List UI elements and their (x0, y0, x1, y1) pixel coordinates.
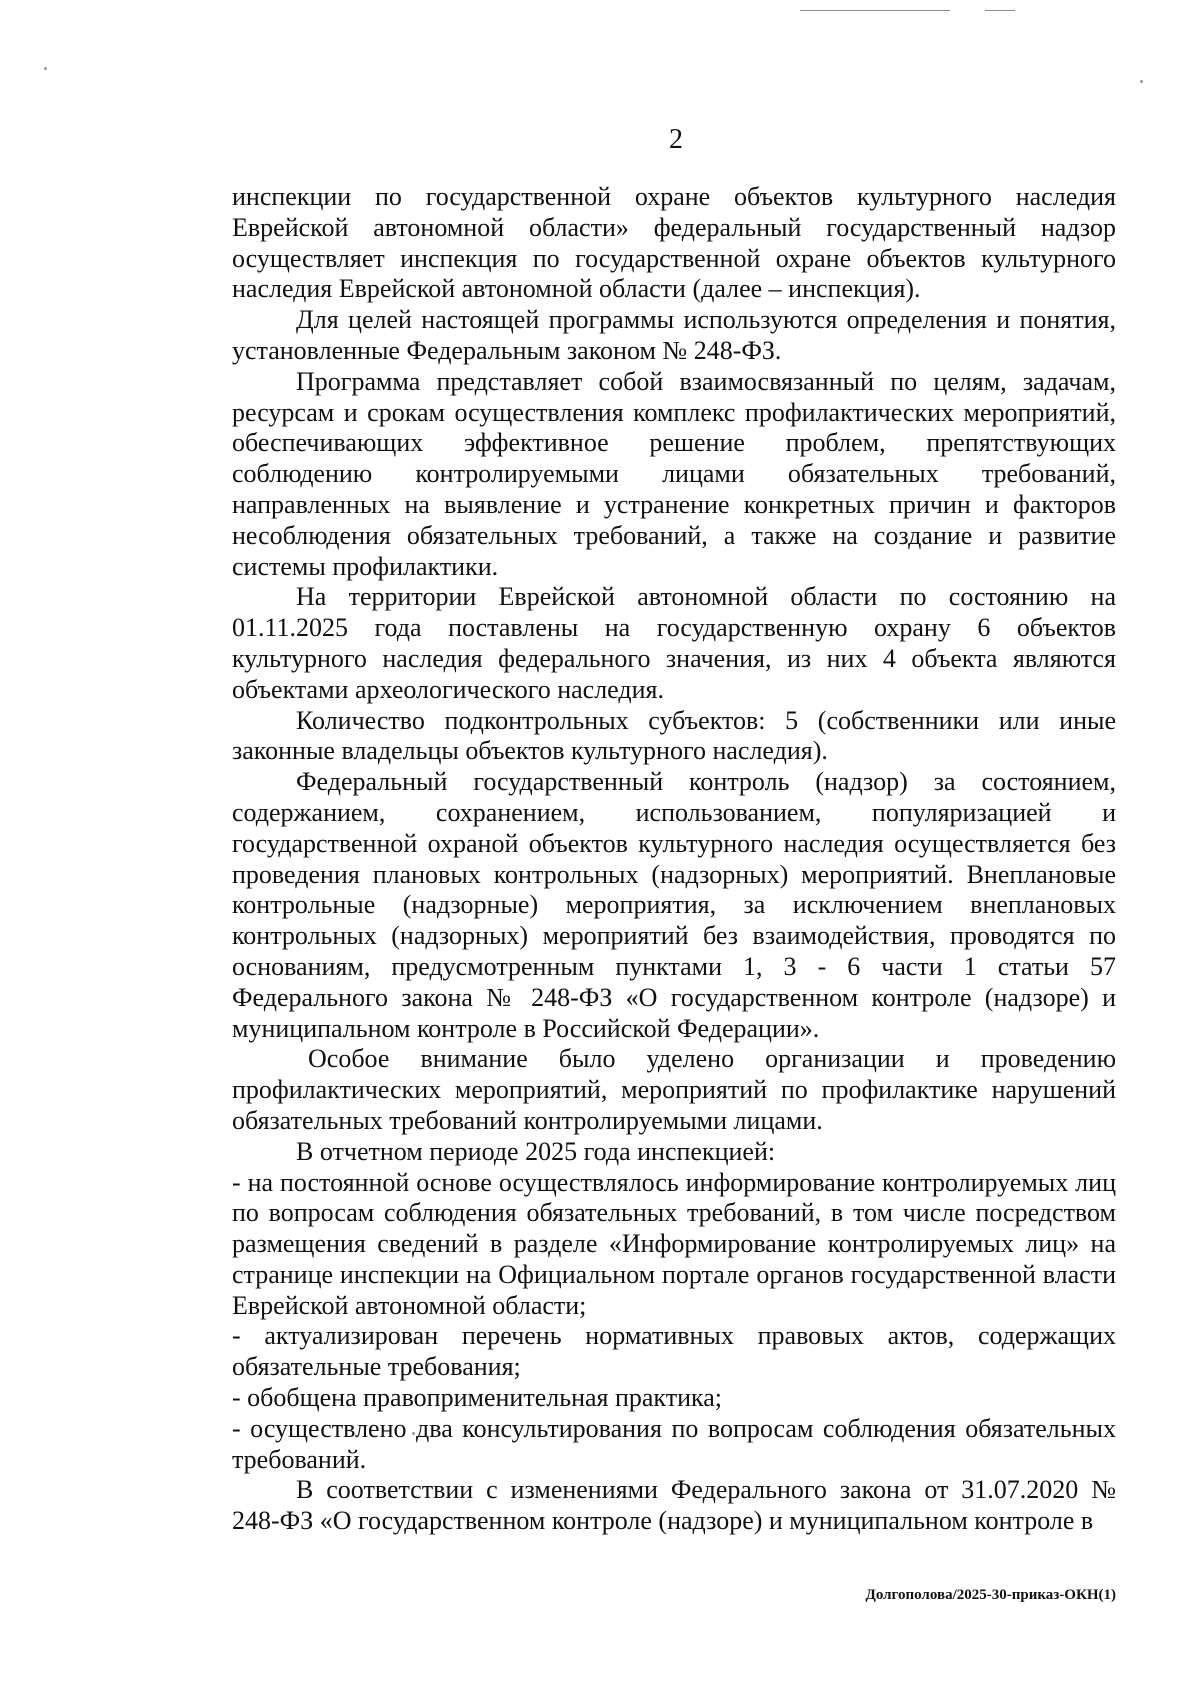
paragraph-special-attention: Особое внимание было уделено организации и проведению профилактических мероприятий, мероприятий по профилактике нарушений обязательных требований контролируемыми лицами. (232, 1044, 1116, 1135)
list-item-practice: - обобщена правоприменительная практика; (232, 1383, 723, 1413)
list-item-acts-list: - актуализирован перечень нормативных правовых актов, содержащих обязательные требования; (232, 1321, 1116, 1382)
page-number: 2 (669, 124, 683, 155)
list-item-informing: - на постоянной основе осуществлялось информирование контролируемых лиц по вопросам соблюдения обязательных требований, в том числе посредством размещения сведений в разделе «Информирование контролируемых лиц» на странице инспекции на Официальном портале органов государственной власти Еврейской автономной области; (232, 1167, 1116, 1320)
scan-artifact-top-line (800, 10, 950, 11)
paragraph-definitions: Для целей настоящей программы используются определения и понятия, установленные Федеральным законом № 248-ФЗ. (232, 305, 1116, 365)
paragraph-program-description: Программа представляет собой взаимосвязанный по целям, задачам, ресурсам и срокам осуществления комплекс профилактических мероприятий, обеспечивающих эффективное решение проблем, препятствующих соблюдению контролируемыми лицами обязательных требований, направленных на выявление и устранение конкретных причин и факторов несоблюдения обязательных требований, а также на создание и развитие системы профилактики. (232, 366, 1116, 581)
paragraph-federal-control: Федеральный государственный контроль (надзор) за состоянием, содержанием, сохранением, использованием, популяризацией и государственной охраной объектов культурного наследия осуществляется без проведения плановых контрольных (надзорных) мероприятий. Внеплановые контрольные (надзорные) мероприятия, за исключением внеплановых контрольных (надзорных) мероприятий без взаимодействия, проводятся по основаниям, предусмотренным пунктами 1, 3 - 6 части 1 статьи 57 Федерального закона № 248-ФЗ «О государственном контроле (надзоре) и муниципальном контроле в Российской Федерации». (232, 767, 1116, 1043)
paragraph-subject-count: Количество подконтрольных субъектов: 5 (собственники или иные законные владельцы объектов культурного наследия). (232, 705, 1116, 766)
scan-artifact-top-line-short (985, 10, 1015, 11)
paragraph-reporting-period: В отчетном периоде 2025 года инспекцией: (296, 1136, 776, 1166)
paragraph-heritage-objects: На территории Еврейской автономной области по состоянию на 01.11.2025 года поставлены на государственную охрану 6 объектов культурного наследия федерального значения, из них 4 объекта являются объектами археологического наследия. (232, 582, 1116, 704)
list-item-consultations: - осуществлено два консультирования по вопросам соблюдения обязательных требований. (232, 1413, 1116, 1474)
paragraph-law-amendments: В соответствии с изменениями Федерального закона от 31.07.2020 № 248-ФЗ «О государственном контроле (надзоре) и муниципальном контроле в (232, 1475, 1116, 1536)
scan-artifact-dot (44, 67, 47, 70)
paragraph-inspection-intro: инспекции по государственной охране объектов культурного наследия Еврейской автономной области» федеральный государственный надзор осуществляет инспекция по государственной охране объектов культурного наследия Еврейской автономной области (далее – инспекция). (232, 182, 1116, 304)
body-text (232, 182, 1116, 1537)
scan-artifact-dot (1140, 80, 1143, 83)
footer-document-reference: Долгополова/2025-30-приказ-ОКН(1) (865, 1587, 1116, 1603)
